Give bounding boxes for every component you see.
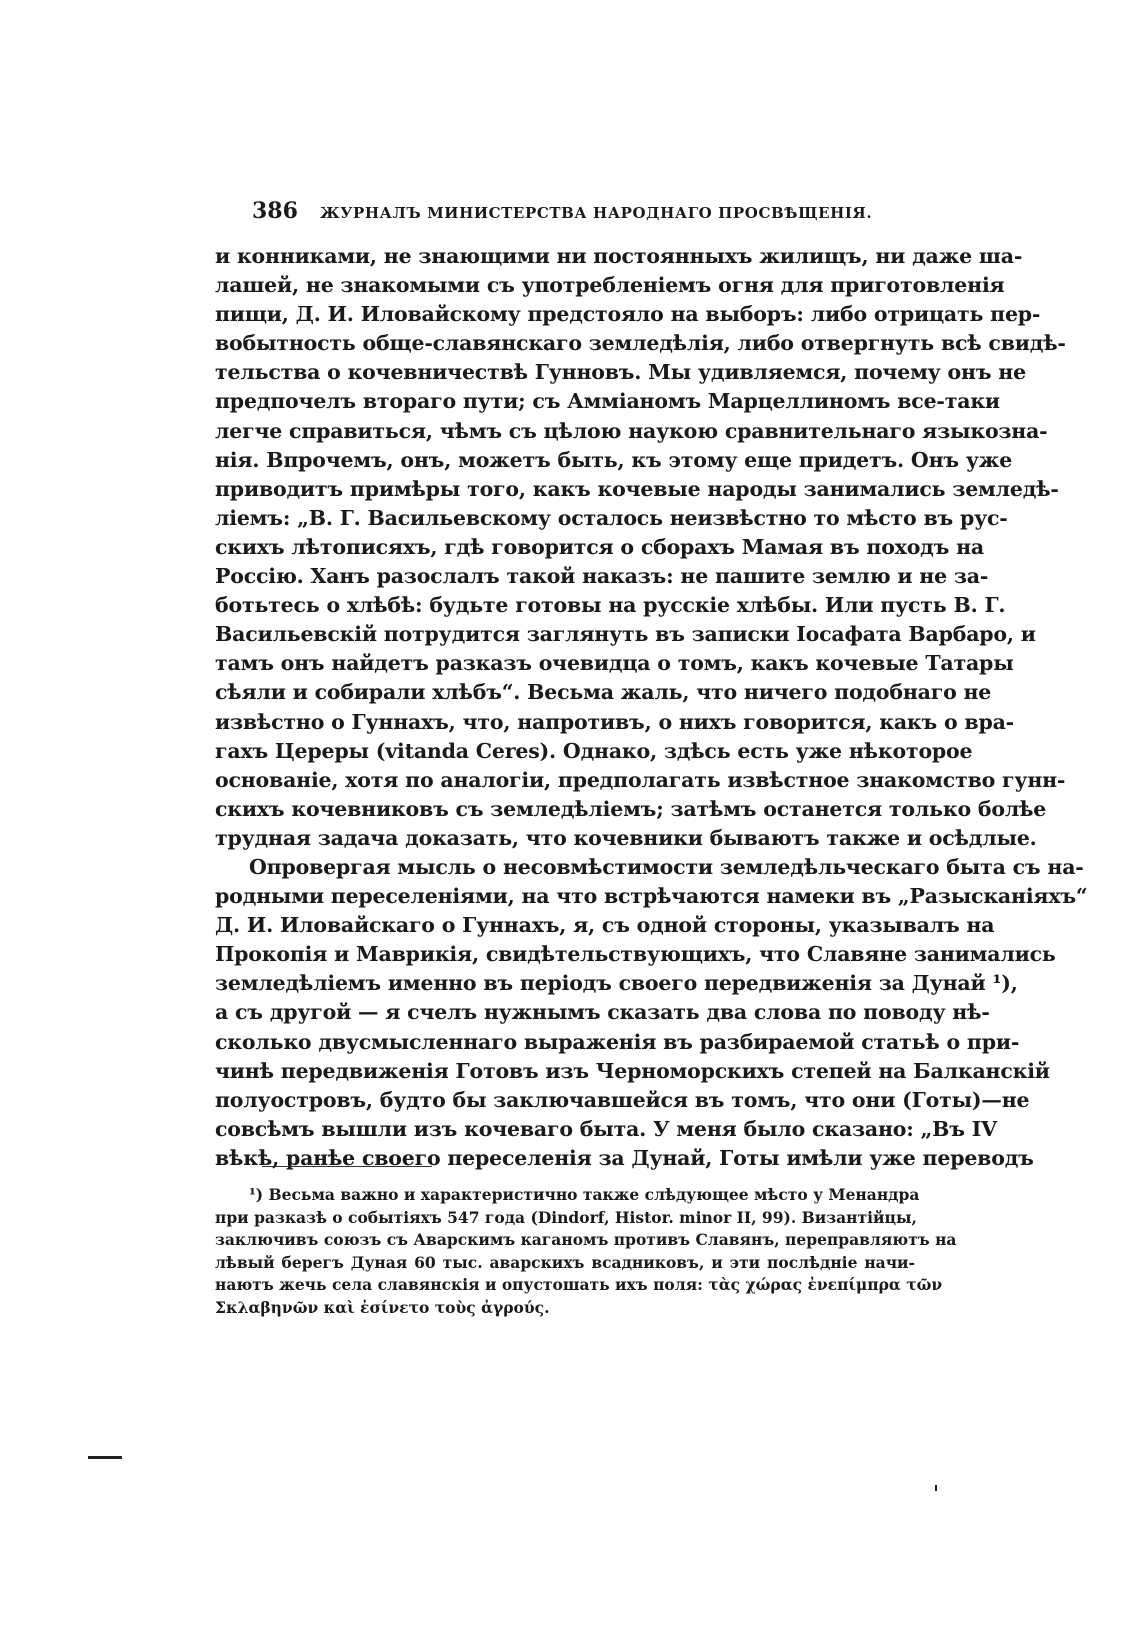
ink-mark-right [935,1485,937,1491]
text-line: земледѣліемъ именно въ періодъ своего передвиженія за Дунай ¹), [215,971,1018,996]
footnote [215,1184,957,1320]
text-line: чинѣ передвиженія Готовъ изъ Черноморскихъ степей на Балканскій [215,1058,1050,1083]
text-line: полуостровъ, будто бы заключавшейся въ томъ, что они (Готы)—не [215,1087,1030,1112]
text-line: вобытность обще-славянскаго земледѣлія, либо отвергнуть всѣ свидѣ- [215,331,1066,356]
text-line: ліемъ: „В. Г. Васильевскому осталось неизвѣстно то мѣсто въ рус- [215,505,1008,530]
text-line: предпочелъ втораго пути; съ Аммiаномъ Марцеллиномъ все-таки [215,389,1000,414]
text-line: родными переселеніями, на что встрѣчаются намеки въ „Разысканіяхъ“ [215,884,1088,909]
text-line: совсѣмъ вышли изъ кочеваго быта. У меня было сказано: „Въ IV [215,1116,997,1141]
text-line: вѣкѣ, ранѣе своего переселенія за Дунай, Готы имѣли уже переводъ [215,1145,1034,1170]
running-title: ЖУРНАЛЪ МИНИСТЕРСТВА НАРОДНАГО ПРОСВѢЩЕНІЯ. [319,204,873,222]
footnote-line: при разказѣ о событіяхъ 547 года (Dindorf, Histor. minor II, 99). Византійцы, [215,1207,917,1227]
footnote-line: заключивъ союзъ съ Аварскимъ каганомъ противъ Славянъ, переправляютъ на [215,1230,957,1250]
text-line: скихъ лѣтописяхъ, гдѣ говорится о сборахъ Мамая въ походъ на [215,534,984,559]
text-line: сколько двусмысленнаго выраженія въ разбираемой статьѣ о при- [215,1029,1020,1054]
text-line: ботьтесь о хлѣбѣ: будьте готовы на русскіе хлѣбы. Или пусть В. Г. [215,593,1006,618]
text-line: гахъ Цереры (vitanda Ceres). Однако, здѣсь есть уже нѣкоторое [215,738,973,763]
text-line: тамъ онъ найдетъ разказъ очевидца о томъ, какъ кочевые Татары [215,651,1014,676]
text-line: основаніе, хотя по аналогіи, предполагать извѣстное знакомство гунн- [215,767,1066,792]
text-line: а съ другой — я счелъ нужнымъ сказать два слова по поводу нѣ- [215,1000,990,1025]
text-line: тельства о кочевничествѣ Гунновъ. Мы удивляемся, почему онъ не [215,360,1026,385]
footnote-separator [262,1166,432,1167]
footnote-line: лѣвый берегъ Дуная 60 тыс. аварскихъ всадниковъ, и эти послѣдніе начи- [215,1252,915,1272]
text-line: нія. Впрочемъ, онъ, можетъ быть, къ этому еще придетъ. Онъ уже [215,447,1013,472]
footnote-line: Σκλαβηνῶν καὶ ἐσίνετο τοὺς ἀγρούς. [215,1297,550,1317]
text-line: Д. И. Иловайскаго о Гуннахъ, я, съ одной стороны, указывалъ на [215,913,995,938]
text-line: пищи, Д. И. Иловайскому предстояло на выборъ: либо отрицать пер- [215,302,1041,327]
text-line: Прокопія и Маврикія, свидѣтельствующихъ, что Славяне занимались [215,942,1056,967]
text-line: приводитъ примѣры того, какъ кочевые народы занимались земледѣ- [215,476,1059,501]
text-line: Васильевскій потрудится заглянуть въ записки Іосафата Варбаро, и [215,622,1036,647]
text-line: и конниками, не знающими ни постоянныхъ жилищъ, ни даже ша- [215,244,1023,268]
text-line: Опровергая мысль о несовмѣстимости земледѣльческаго быта съ на- [249,854,1084,879]
footnote-line: ¹) Весьма важно и характеристично также слѣдующее мѣсто у Менандра [249,1185,920,1204]
text-line: извѣстно о Гуннахъ, что, напротивъ, о нихъ говорится, какъ о вра- [215,709,1014,734]
text-line: скихъ кочевниковъ съ земледѣліемъ; затѣмъ останется только болѣе [215,796,1047,821]
text-line: лашей, не знакомыми съ употребленіемъ огня для приготовленія [215,273,1005,298]
text-line: легче справиться, чѣмъ съ цѣлою наукою сравнительнаго языкозна- [215,418,1048,443]
page-number: 386 [252,198,298,224]
text-line: сѣяли и собирали хлѣбъ“. Весьма жаль, что ничего подобнаго не [215,680,992,705]
text-line: Россію. Ханъ разослалъ такой наказъ: не пашите землю и не за- [215,564,989,589]
page-header [252,198,912,224]
footnote-line: наютъ жечь села славянскія и опустошать ихъ поля: τὰς χώρας ἐνεπίμπρα τῶν [215,1275,943,1295]
ink-mark-left [88,1456,122,1459]
body-text [215,242,1088,1173]
text-line: трудная задача доказать, что кочевники бываютъ также и осѣдлые. [215,825,1037,850]
